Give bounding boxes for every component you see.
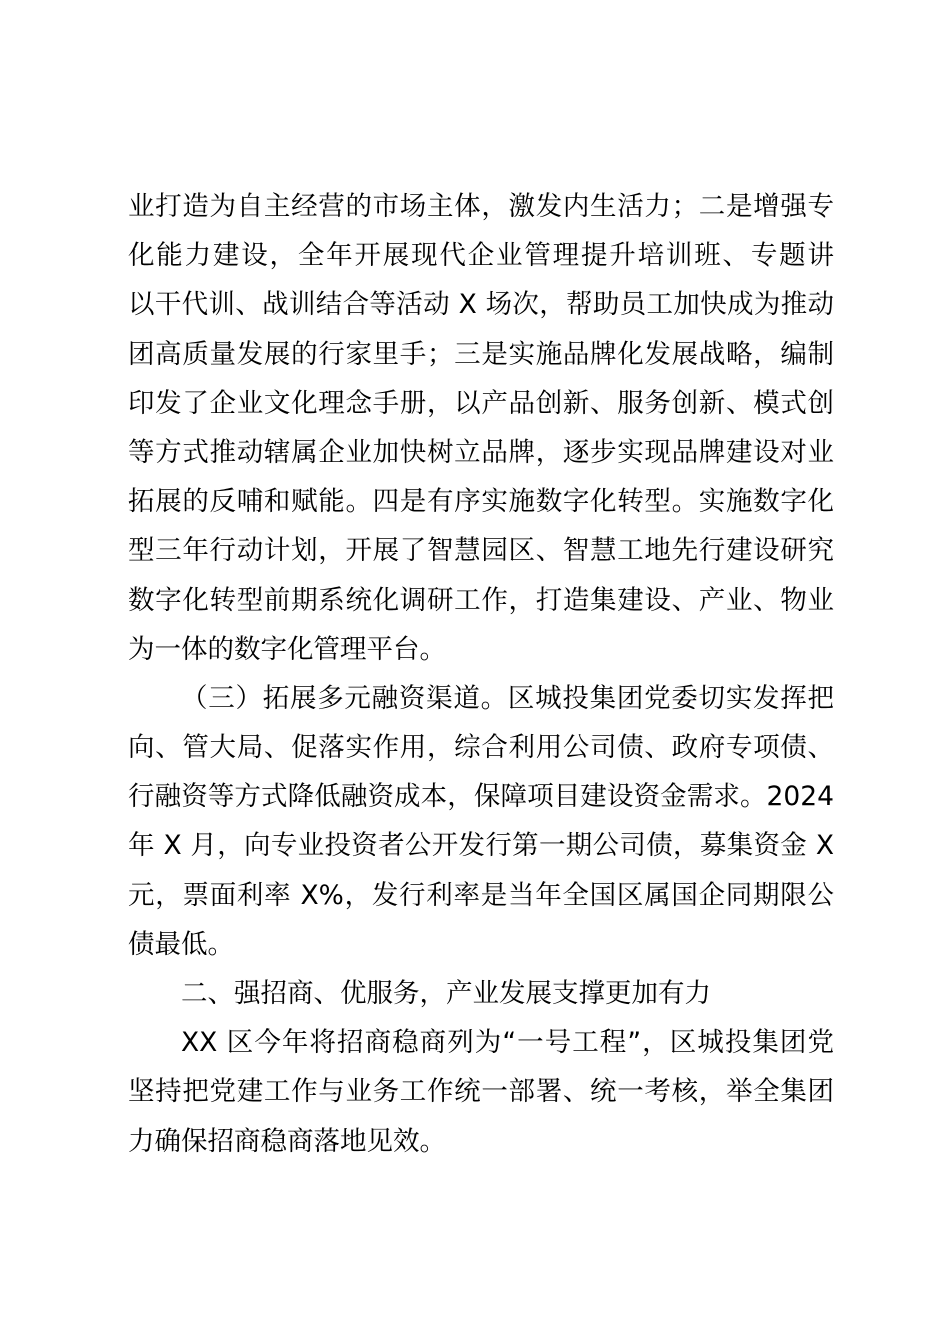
paragraph-line: 型三年行动计划，开展了智慧园区、智慧工地先行建设研究 — [128, 535, 834, 567]
section-3-heading-line: （三）拓展多元融资渠道。区城投集团党委切实发挥把 — [181, 682, 834, 714]
paragraph-line: 印发了企业文化理念手册，以产品创新、服务创新、模式创 — [128, 387, 834, 419]
paragraph-line: 化能力建设，全年开展现代企业管理提升培训班、专题讲 — [128, 240, 834, 272]
document-body — [128, 182, 834, 1166]
paragraph-line: 业打造为自主经营的市场主体，激发内生活力；二是增强专 — [128, 191, 834, 222]
paragraph-line: 力确保招商稳商落地见效。 — [128, 1125, 446, 1157]
paragraph-line: 数字化转型前期系统化调研工作，打造集建设、产业、物业 — [128, 584, 834, 616]
paragraph-line: 行融资等方式降低融资成本，保障项目建设资金需求。2024 — [128, 781, 834, 813]
paragraph-line: XX 区今年将招商稳商列为“一号工程”，区城投集团党 — [181, 1027, 834, 1059]
paragraph-line: 债最低。 — [128, 928, 234, 960]
section-heading: 二、强招商、优服务，产业发展支撑更加有力 — [181, 978, 711, 1009]
paragraph-line: 年 X 月，向专业投资者公开发行第一期公司债，募集资金 X — [128, 830, 834, 862]
paragraph-line: 拓展的反哺和赋能。四是有序实施数字化转型。实施数字化 — [128, 486, 834, 518]
paragraph-line: 为一体的数字化管理平台。 — [128, 633, 446, 665]
paragraph-line: 等方式推动辖属企业加快树立品牌，逐步实现品牌建设对业 — [128, 436, 834, 468]
paragraph-line: 坚持把党建工作与业务工作统一部署、统一考核，举全集团 — [128, 1076, 834, 1108]
paragraph-line: 向、管大局、促落实作用，综合利用公司债、政府专项债、 — [128, 732, 834, 764]
paragraph-line: 团高质量发展的行家里手；三是实施品牌化发展战略，编制 — [128, 338, 834, 370]
paragraph-line: 以干代训、战训结合等活动 X 场次，帮助员工加快成为推动 — [128, 289, 834, 321]
paragraph-line: 元，票面利率 X%，发行利率是当年全国区属国企同期限公 — [128, 879, 834, 911]
